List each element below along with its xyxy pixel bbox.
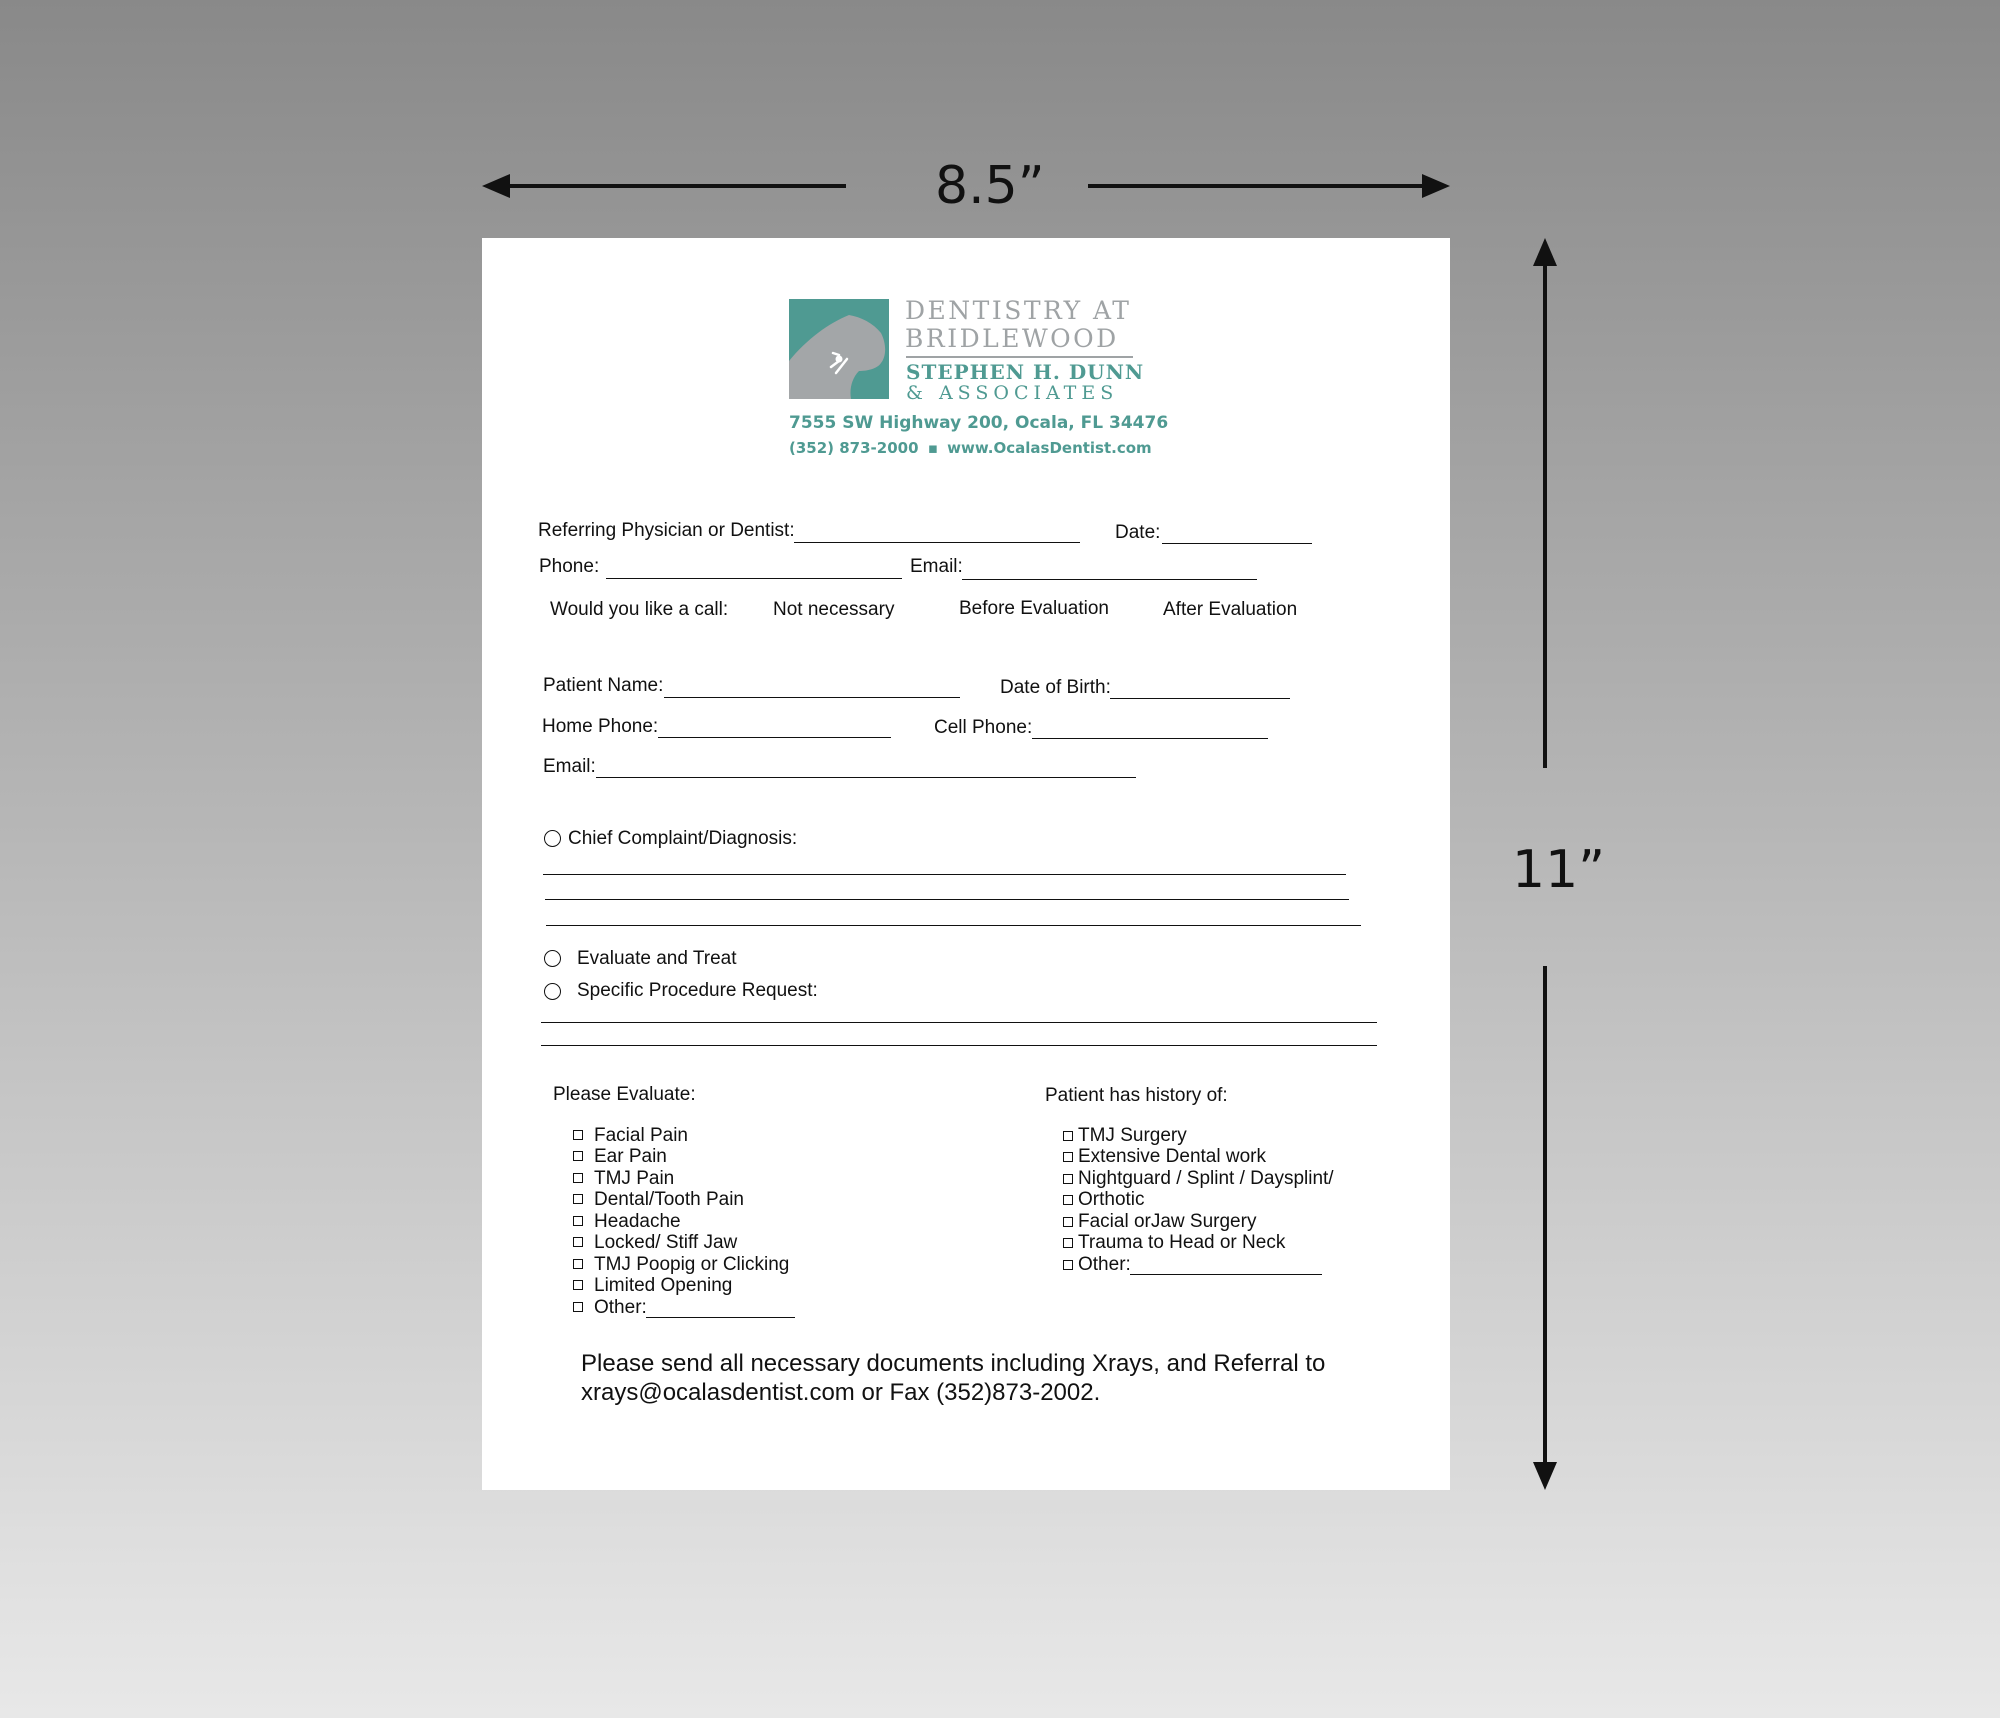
- checkbox-headache[interactable]: [573, 1216, 583, 1226]
- patient-cell-phone-label: Cell Phone:: [934, 717, 1033, 738]
- checkbox-facial-pain[interactable]: [573, 1130, 583, 1140]
- evaluate-item-facial-pain: Facial Pain: [594, 1125, 688, 1146]
- history-item-extensive-dental-work: Extensive Dental work: [1078, 1146, 1266, 1167]
- history-other-field[interactable]: [1130, 1274, 1322, 1275]
- specific-procedure-line-1[interactable]: [541, 1022, 1377, 1023]
- history-item-nightguard: Nightguard / Splint / Daysplint/: [1078, 1168, 1334, 1189]
- checkbox-nightguard[interactable]: [1063, 1174, 1073, 1184]
- referral-form-sheet: [482, 238, 1450, 1490]
- height-arrow-bottom-line: [1543, 966, 1547, 1478]
- chief-complaint-radio[interactable]: [544, 830, 561, 847]
- checkbox-orthotic[interactable]: [1063, 1195, 1073, 1205]
- evaluate-item-tmj-pain: TMJ Pain: [594, 1168, 675, 1189]
- call-option-before-evaluation[interactable]: Before Evaluation: [959, 598, 1109, 619]
- referral-date-field[interactable]: [1162, 543, 1312, 544]
- footer-instructions-line-1: Please send all necessary documents including Xrays, and Referral to: [581, 1350, 1326, 1377]
- logo-line-dentistry-at: DENTISTRY AT: [905, 296, 1132, 325]
- evaluate-item-ear-pain: Ear Pain: [594, 1146, 667, 1167]
- history-item-trauma-head-neck: Trauma to Head or Neck: [1078, 1232, 1286, 1253]
- patient-home-phone-field[interactable]: [658, 737, 891, 738]
- evaluate-item-locked-stiff-jaw: Locked/ Stiff Jaw: [594, 1232, 738, 1253]
- evaluate-item-other: Other:: [594, 1297, 647, 1318]
- width-arrow-right-line: [1088, 184, 1432, 188]
- referral-date-label: Date:: [1115, 522, 1161, 543]
- separator-square-icon: ▪: [927, 439, 938, 457]
- evaluate-item-dental-tooth-pain: Dental/Tooth Pain: [594, 1189, 744, 1210]
- referrer-email-label: Email:: [910, 556, 963, 577]
- width-dimension-label: 8.5”: [935, 156, 1045, 216]
- chief-complaint-line-2[interactable]: [545, 899, 1349, 900]
- patient-name-label: Patient Name:: [543, 675, 664, 696]
- call-option-not-necessary[interactable]: Not necessary: [773, 599, 895, 620]
- history-item-other: Other:: [1078, 1254, 1131, 1275]
- call-question-label: Would you like a call:: [550, 599, 729, 620]
- patient-email-label: Email:: [543, 756, 596, 777]
- specific-procedure-label: Specific Procedure Request:: [577, 980, 818, 1001]
- referring-physician-label: Referring Physician or Dentist:: [538, 520, 795, 541]
- evaluate-other-field[interactable]: [646, 1317, 795, 1318]
- patient-dob-label: Date of Birth:: [1000, 677, 1111, 698]
- referrer-email-field[interactable]: [962, 579, 1257, 580]
- arrow-left-icon: [482, 174, 510, 198]
- practice-website[interactable]: www.OcalasDentist.com: [947, 439, 1152, 457]
- specific-procedure-line-2[interactable]: [541, 1045, 1377, 1046]
- patient-cell-phone-field[interactable]: [1032, 738, 1268, 739]
- checkbox-locked-stiff-jaw[interactable]: [573, 1237, 583, 1247]
- please-evaluate-heading: Please Evaluate:: [553, 1084, 696, 1105]
- history-item-facial-jaw-surgery: Facial orJaw Surgery: [1078, 1211, 1257, 1232]
- evaluate-and-treat-radio[interactable]: [544, 950, 561, 967]
- patient-email-field[interactable]: [596, 777, 1136, 778]
- referrer-phone-label: Phone:: [539, 556, 600, 577]
- logo-line-stephen-dunn: STEPHEN H. DUNN: [906, 360, 1145, 384]
- patient-history-heading: Patient has history of:: [1045, 1085, 1228, 1106]
- footer-instructions-line-2: xrays@ocalasdentist.com or Fax (352)873-2002.: [581, 1379, 1101, 1406]
- checkbox-history-other[interactable]: [1063, 1260, 1073, 1270]
- height-dimension-label: 11”: [1512, 840, 1606, 900]
- referrer-phone-field[interactable]: [606, 578, 902, 579]
- height-arrow-top-line: [1543, 258, 1547, 768]
- referring-physician-field[interactable]: [794, 542, 1080, 543]
- chief-complaint-line-1[interactable]: [543, 874, 1346, 875]
- checkbox-tmj-popping[interactable]: [573, 1259, 583, 1269]
- practice-address: 7555 SW Highway 200, Ocala, FL 34476: [789, 413, 1169, 433]
- letterhead: [482, 238, 1450, 468]
- checkbox-limited-opening[interactable]: [573, 1280, 583, 1290]
- call-option-after-evaluation[interactable]: After Evaluation: [1163, 599, 1298, 620]
- logo-divider: [906, 356, 1133, 358]
- evaluate-and-treat-label: Evaluate and Treat: [577, 948, 737, 969]
- checkbox-trauma-head-neck[interactable]: [1063, 1238, 1073, 1248]
- checkbox-extensive-dental-work[interactable]: [1063, 1152, 1073, 1162]
- chief-complaint-line-3[interactable]: [546, 925, 1361, 926]
- evaluate-item-tmj-popping: TMJ Poopig or Clicking: [594, 1254, 790, 1275]
- checkbox-tmj-pain[interactable]: [573, 1173, 583, 1183]
- checkbox-facial-jaw-surgery[interactable]: [1063, 1217, 1073, 1227]
- arrow-down-icon: [1533, 1462, 1557, 1490]
- evaluate-item-headache: Headache: [594, 1211, 681, 1232]
- evaluate-item-limited-opening: Limited Opening: [594, 1275, 733, 1296]
- width-arrow-left-line: [500, 184, 846, 188]
- logo-line-associates: & ASSOCIATES: [906, 382, 1119, 404]
- specific-procedure-radio[interactable]: [544, 983, 561, 1000]
- checkbox-dental-tooth-pain[interactable]: [573, 1194, 583, 1204]
- checkbox-ear-pain[interactable]: [573, 1151, 583, 1161]
- patient-name-field[interactable]: [664, 697, 960, 698]
- checkbox-evaluate-other[interactable]: [573, 1302, 583, 1312]
- patient-home-phone-label: Home Phone:: [542, 716, 659, 737]
- practice-contact-line: [789, 439, 1152, 457]
- arrow-right-icon: [1422, 174, 1450, 198]
- chief-complaint-label: Chief Complaint/Diagnosis:: [568, 828, 798, 849]
- checkbox-tmj-surgery[interactable]: [1063, 1131, 1073, 1141]
- history-item-tmj-surgery: TMJ Surgery: [1078, 1125, 1187, 1146]
- history-item-orthotic: Orthotic: [1078, 1189, 1145, 1210]
- horse-logo-icon: [789, 299, 889, 404]
- logo-line-bridlewood: BRIDLEWOOD: [905, 324, 1119, 353]
- practice-phone: (352) 873-2000: [789, 439, 919, 457]
- patient-dob-field[interactable]: [1110, 698, 1290, 699]
